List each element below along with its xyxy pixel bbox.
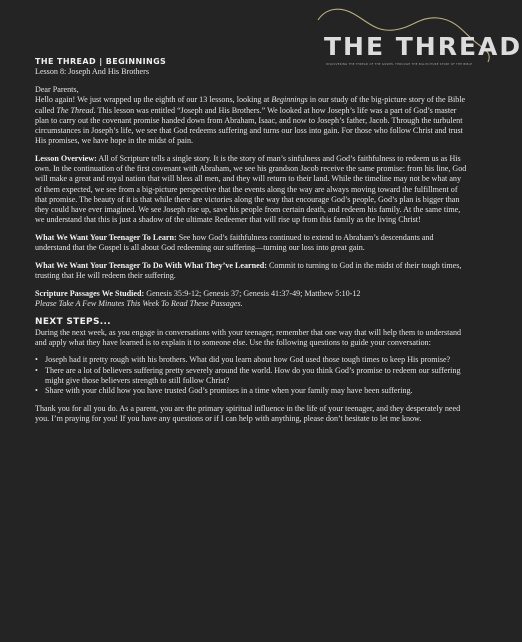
- question-list: [35, 355, 467, 396]
- list-item: • There are a lot of believers suffering pretty severely around the world. How do you think God’s promise to redeem our suffering might give those believers strength to still follow Christ?: [35, 365, 461, 385]
- greeting: Dear Parents,: [35, 85, 79, 95]
- list-item: • Joseph had it pretty rough with his brothers. What did you learn about how God used those tough times to keep His promise?: [35, 355, 451, 365]
- lesson-title: Lesson 8: Joseph And His Brothers: [35, 67, 149, 76]
- next-steps-heading: NEXT STEPS...: [35, 316, 111, 327]
- apply-goal: What We Want Your Teenager To Do With What They’ve Learned: Commit to turning to God in the midst of their tough times, trusting that He will redeem their suffering.: [35, 260, 462, 280]
- next-steps-intro: During the next week, as you engage in conversations with your teenager, remember that one way that will help them to understand and apply what they have learned is to explain it to someone else. Use the following questions to guide your conversation:: [35, 327, 462, 347]
- scripture-passages: Scripture Passages We Studied: Genesis 35:9-12; Genesis 37; Genesis 41:37-49; Matthew 5:10-12 Please Take A Few Minutes This Week To Read These Passages.: [35, 288, 361, 308]
- reading-note: Please Take A Few Minutes This Week To Read These Passages.: [35, 298, 243, 308]
- learn-goal: What We Want Your Teenager To Learn: See how God’s faithfulness continued to extend to Abraham’s descendants and understand that the Gospel is all about God redeeming our suffering—turning our loss into great gain.: [35, 232, 434, 253]
- intro-paragraph: Hello again! We just wrapped up the eighth of our 13 lessons, looking at Beginnings in our study of the big-picture story of the Bible called The Thread. This lesson was entitled “Joseph and His Brothers.” We looked at how Joseph’s life was a part of God’s master plan to carry out the covenant promise handed down from Abraham, Isaac, and now to Joseph’s father, Jacob. Through the turbulent circumstances in Joseph’s life, we see that God redeems suffering and turns our loss into gain. For those who follow Christ and trust His promises, we have hope in the midst of pain.: [35, 95, 466, 146]
- series-title: THE THREAD | BEGINNINGS: [35, 57, 167, 66]
- lesson-overview: Lesson Overview: All of Scripture tells a single story. It is the story of man’s sinfulness and God’s faithfulness to redeem us as His own. In the continuation of the first covenant with Abraham, we see his grandson Jacob receive the same promise: from his line, God will make a great and royal nation that will bless all men, and they will return to their land. While the timeline may not be what any of them expected, we see from a big-picture perspective that the events along the way are always moving toward the fulfillment of that promise. The beauty of it is that while there are victories along the way that encourage God’s people, God’s plan is bigger than they could have ever imagined. We see Joseph rise up, save his people from certain death, and redeem his family. At the same time, we understand that this is just a shadow of the ultimate Redeemer that will rise up from this family as the living Christ!: [35, 153, 467, 225]
- closing-paragraph: Thank you for all you do. As a parent, you are the primary spiritual influence in the life of your teenager, and they desperately need you. I’m praying for you! If you have any questions or if I can help with anything, please don’t hesitate to let me know.: [35, 403, 461, 423]
- logo-tagline: DISCOVERING THE THREAD OF THE GOSPEL THROUGH THE BIG-PICTURE STORY OF THE BIBLE: [326, 63, 473, 66]
- letter-content: [35, 57, 467, 432]
- logo-title: THE THREAD: [324, 32, 522, 61]
- list-item: • Share with your child how you have trusted God’s promises in a time when your family may have been suffering.: [35, 386, 413, 396]
